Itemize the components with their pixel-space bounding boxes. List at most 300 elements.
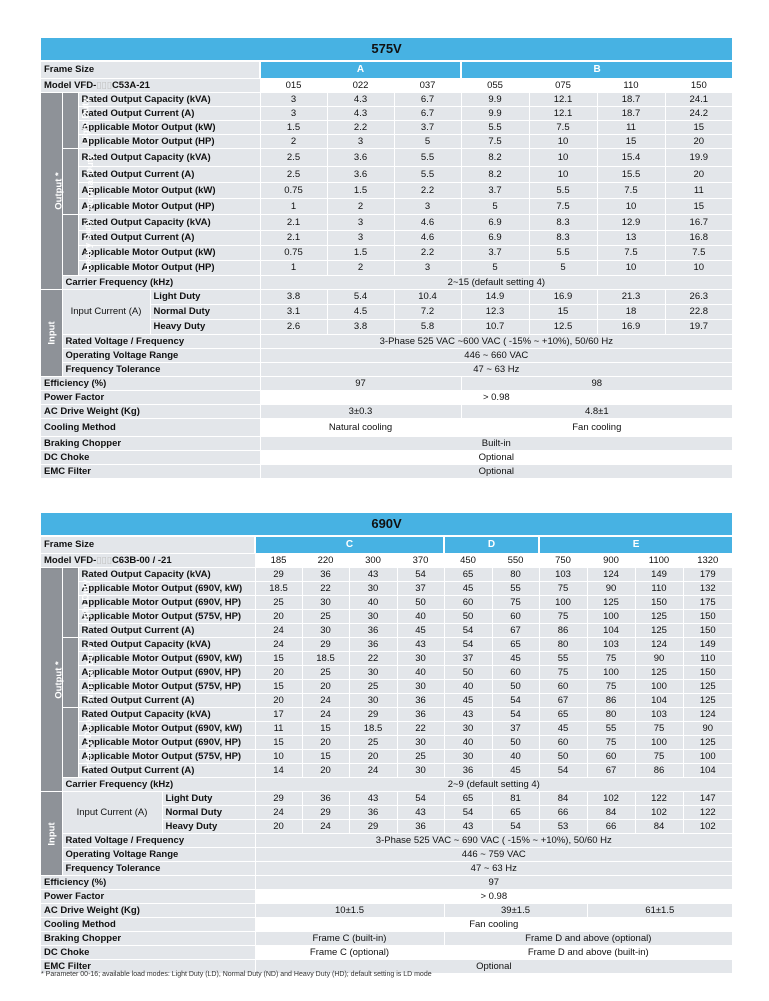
table-row bbox=[41, 848, 732, 862]
spec-value: 6.9 bbox=[461, 215, 529, 231]
spec-value: 3 bbox=[394, 261, 461, 276]
spec-value: 60 bbox=[492, 666, 539, 680]
spec-value: 125 bbox=[683, 680, 732, 694]
weight-label: AC Drive Weight (Kg) bbox=[41, 405, 260, 419]
frame-b: B bbox=[461, 61, 732, 79]
spec-value: 80 bbox=[492, 568, 539, 582]
input-current-value: 10.7 bbox=[461, 320, 529, 335]
spec-value: 18.7 bbox=[597, 107, 665, 121]
spec-value: 103 bbox=[587, 638, 635, 652]
spec-value: 75 bbox=[635, 750, 683, 764]
spec-value: 50 bbox=[444, 610, 492, 624]
spec-value: 40 bbox=[397, 610, 444, 624]
spec-value: 30 bbox=[349, 666, 397, 680]
spec-value: 3 bbox=[260, 107, 327, 121]
spec-value: 110 bbox=[683, 652, 732, 666]
spec-value: 1.5 bbox=[327, 246, 394, 261]
spec-value: 150 bbox=[683, 610, 732, 624]
spec-value: 24 bbox=[255, 624, 302, 638]
spec-value: 100 bbox=[683, 750, 732, 764]
input-current-value: 102 bbox=[683, 820, 732, 834]
table-row bbox=[41, 932, 732, 946]
table-row bbox=[41, 437, 732, 451]
spec-row-label: Applicable Motor Output (HP) bbox=[78, 261, 260, 276]
spec-row-label: Applicable Motor Output (kW) bbox=[78, 121, 260, 135]
input-current-value: 3.8 bbox=[327, 320, 394, 335]
model-number: 1100 bbox=[635, 554, 683, 568]
model-number: 150 bbox=[665, 79, 732, 93]
power-factor-label: Power Factor bbox=[41, 391, 260, 405]
spec-row-label: Applicable Motor Output (kW) bbox=[78, 246, 260, 261]
table-title: 690V bbox=[41, 513, 732, 536]
spec-value: 54 bbox=[492, 694, 539, 708]
output-group-label bbox=[41, 568, 65, 792]
feature-label: EMC Filter bbox=[41, 465, 260, 479]
dc-choke-label: DC Choke bbox=[41, 946, 255, 960]
spec-value: 75 bbox=[539, 666, 587, 680]
duty-group-label-text: Heavy Duty bbox=[82, 716, 94, 769]
model-placeholder-glyph: ▯▯▯ bbox=[96, 554, 112, 566]
spec-value: 20 bbox=[302, 680, 349, 694]
spec-value: 37 bbox=[397, 582, 444, 596]
spec-value: 75 bbox=[587, 652, 635, 666]
spec-value: 9.9 bbox=[461, 107, 529, 121]
spec-value: 12.1 bbox=[529, 107, 597, 121]
feature-value: Built-in bbox=[260, 437, 732, 451]
spec-value: 45 bbox=[492, 652, 539, 666]
table-row bbox=[41, 513, 732, 536]
spec-value: 4.6 bbox=[394, 215, 461, 231]
spec-value: 3.7 bbox=[394, 121, 461, 135]
feature-label: Braking Chopper bbox=[41, 437, 260, 451]
spec-value: 54 bbox=[444, 638, 492, 652]
spec-value: 75 bbox=[539, 610, 587, 624]
spec-value: 90 bbox=[635, 652, 683, 666]
spec-value: 36 bbox=[302, 568, 349, 582]
spec-value: 30 bbox=[397, 764, 444, 778]
spec-row-label: Applicable Motor Output (690V, HP) bbox=[78, 736, 255, 750]
spec-row-label: Rated Output Current (A) bbox=[78, 231, 260, 246]
model-number: 300 bbox=[349, 554, 397, 568]
spec-value: 14 bbox=[255, 764, 302, 778]
input-spec-label: Operating Voltage Range bbox=[62, 848, 255, 862]
spec-value: 150 bbox=[683, 666, 732, 680]
table-row bbox=[41, 419, 732, 437]
spec-value: 50 bbox=[539, 750, 587, 764]
table-row bbox=[41, 405, 732, 419]
spec-value: 1.5 bbox=[260, 121, 327, 135]
spec-value: 24 bbox=[302, 694, 349, 708]
spec-value: 60 bbox=[587, 750, 635, 764]
spec-value: 40 bbox=[444, 736, 492, 750]
spec-value: 22 bbox=[397, 722, 444, 736]
emc-filter-value: Optional bbox=[255, 960, 732, 974]
spec-value: 10 bbox=[529, 167, 597, 183]
input-current-value: 36 bbox=[349, 806, 397, 820]
spec-value: 16.7 bbox=[665, 215, 732, 231]
spec-value: 18.5 bbox=[349, 722, 397, 736]
spec-row-label: Applicable Motor Output (HP) bbox=[78, 135, 260, 149]
model-number: 750 bbox=[539, 554, 587, 568]
spec-value: 75 bbox=[539, 582, 587, 596]
spec-value: 8.3 bbox=[529, 231, 597, 246]
efficiency-a: 97 bbox=[260, 377, 461, 391]
input-current-value: 16.9 bbox=[529, 290, 597, 305]
model-suffix: C63B-00 / -21 bbox=[111, 554, 172, 566]
spec-value: 15 bbox=[255, 736, 302, 750]
cooling-label: Cooling Method bbox=[41, 419, 260, 437]
table-row bbox=[41, 750, 732, 764]
input-current-value: 20 bbox=[255, 820, 302, 834]
spec-value: 18.5 bbox=[255, 582, 302, 596]
frame-e: E bbox=[539, 536, 732, 554]
spec-value: 60 bbox=[539, 680, 587, 694]
spec-value: 30 bbox=[349, 694, 397, 708]
spec-value: 15 bbox=[255, 652, 302, 666]
table-row bbox=[41, 764, 732, 778]
table-row bbox=[41, 246, 732, 261]
spec-value: 103 bbox=[539, 568, 587, 582]
spec-value: 10 bbox=[665, 261, 732, 276]
table-row bbox=[41, 149, 732, 167]
input-spec-value: 3-Phase 525 VAC ~600 VAC ( -15% ~ +10%), 50/60 Hz bbox=[260, 335, 732, 349]
spec-value: 12.1 bbox=[529, 93, 597, 107]
spec-value: 15.5 bbox=[597, 167, 665, 183]
spec-value: 25 bbox=[397, 750, 444, 764]
spec-value: 8.3 bbox=[529, 215, 597, 231]
spec-value: 150 bbox=[635, 596, 683, 610]
input-spec-value: 47 ~ 63 Hz bbox=[260, 363, 732, 377]
spec-value: 10 bbox=[529, 135, 597, 149]
spec-value: 2.1 bbox=[260, 215, 327, 231]
power-factor-value: > 0.98 bbox=[255, 890, 732, 904]
spec-value: 86 bbox=[635, 764, 683, 778]
input-current-value: 21.3 bbox=[597, 290, 665, 305]
spec-row-label: Rated Output Capacity (kVA) bbox=[78, 638, 255, 652]
model-number: 450 bbox=[444, 554, 492, 568]
spec-row-label: Rated Output Current (A) bbox=[78, 764, 255, 778]
input-current-value: 66 bbox=[539, 806, 587, 820]
spec-value: 65 bbox=[539, 708, 587, 722]
table-row bbox=[41, 79, 732, 93]
spec-value: 20 bbox=[255, 610, 302, 624]
spec-value: 24.1 bbox=[665, 93, 732, 107]
input-spec-value: 3-Phase 525 VAC ~ 690 VAC ( -15% ~ +10%), 50/60 Hz bbox=[255, 834, 732, 848]
spec-value: 36 bbox=[397, 694, 444, 708]
output-group-label-text: Output * bbox=[53, 172, 65, 210]
feature-label: DC Choke bbox=[41, 451, 260, 465]
input-group-label-text: Input bbox=[46, 321, 58, 345]
table-row bbox=[41, 946, 732, 960]
spec-value: 4.6 bbox=[394, 231, 461, 246]
spec-value: 18.5 bbox=[302, 652, 349, 666]
input-current-value: 122 bbox=[635, 792, 683, 806]
spec-value: 40 bbox=[397, 666, 444, 680]
table-row bbox=[41, 121, 732, 135]
frame-size-label: Frame Size bbox=[41, 61, 260, 79]
emc-filter-label: EMC Filter bbox=[41, 960, 255, 974]
spec-value: 16.8 bbox=[665, 231, 732, 246]
spec-value: 175 bbox=[683, 596, 732, 610]
model-number: 370 bbox=[397, 554, 444, 568]
spec-value: 80 bbox=[587, 708, 635, 722]
table-row bbox=[41, 554, 732, 568]
spec-value: 149 bbox=[683, 638, 732, 652]
spec-row-label: Applicable Motor Output (HP) bbox=[78, 199, 260, 215]
spec-value: 54 bbox=[539, 764, 587, 778]
input-current-value: 43 bbox=[397, 806, 444, 820]
braking-de: Frame D and above (optional) bbox=[444, 932, 732, 946]
table-row bbox=[41, 694, 732, 708]
duty-group-label-text: Heavy Duty bbox=[82, 219, 94, 271]
spec-value: 50 bbox=[444, 666, 492, 680]
spec-value: 2.5 bbox=[260, 167, 327, 183]
table-row bbox=[41, 638, 732, 652]
table-row bbox=[41, 135, 732, 149]
frame-c: C bbox=[255, 536, 444, 554]
spec-value: 54 bbox=[492, 708, 539, 722]
model-number: 220 bbox=[302, 554, 349, 568]
spec-value: 30 bbox=[302, 624, 349, 638]
spec-value: 2.5 bbox=[260, 149, 327, 167]
spec-value: 20 bbox=[665, 135, 732, 149]
spec-value: 67 bbox=[539, 694, 587, 708]
input-duty-label: Light Duty bbox=[162, 792, 255, 806]
spec-value: 124 bbox=[683, 708, 732, 722]
spec-value: 6.9 bbox=[461, 231, 529, 246]
duty-group-label bbox=[62, 568, 91, 638]
table-row bbox=[41, 199, 732, 215]
duty-group-label-text: Light Duty bbox=[79, 579, 91, 626]
spec-value: 5.5 bbox=[394, 149, 461, 167]
input-current-value: 81 bbox=[492, 792, 539, 806]
dc-choke-de: Frame D and above (built-in) bbox=[444, 946, 732, 960]
spec-value: 60 bbox=[539, 736, 587, 750]
spec-value: 50 bbox=[492, 736, 539, 750]
spec-value: 43 bbox=[349, 568, 397, 582]
spec-value: 125 bbox=[635, 666, 683, 680]
input-current-value: 84 bbox=[587, 806, 635, 820]
spec-value: 10 bbox=[597, 261, 665, 276]
spec-value: 54 bbox=[444, 624, 492, 638]
input-current-value: 29 bbox=[255, 792, 302, 806]
input-group-label-text: Input bbox=[46, 821, 58, 846]
output-group-label bbox=[41, 93, 65, 290]
spec-value: 10 bbox=[597, 199, 665, 215]
input-current-value: 26.3 bbox=[665, 290, 732, 305]
spec-value: 36 bbox=[349, 624, 397, 638]
table-row bbox=[41, 876, 732, 890]
spec-value: 2.1 bbox=[260, 231, 327, 246]
table-row bbox=[41, 231, 732, 246]
input-spec-label: Rated Voltage / Frequency bbox=[62, 834, 255, 848]
spec-value: 20 bbox=[255, 694, 302, 708]
spec-value: 54 bbox=[397, 568, 444, 582]
spec-value: 11 bbox=[665, 183, 732, 199]
spec-value: 9.9 bbox=[461, 93, 529, 107]
spec-value: 55 bbox=[539, 652, 587, 666]
model-number: 022 bbox=[327, 79, 394, 93]
spec-value: 7.5 bbox=[665, 246, 732, 261]
model-number: 900 bbox=[587, 554, 635, 568]
spec-value: 3 bbox=[327, 135, 394, 149]
spec-row-label: Applicable Motor Output (575V, HP) bbox=[78, 610, 255, 624]
weight-a: 3±0.3 bbox=[260, 405, 461, 419]
table-row bbox=[41, 680, 732, 694]
carrier-frequency-label: Carrier Frequency (kHz) bbox=[62, 276, 260, 290]
input-spec-value: 446 ~ 660 VAC bbox=[260, 349, 732, 363]
spec-value: 2 bbox=[327, 261, 394, 276]
spec-value: 125 bbox=[683, 736, 732, 750]
spec-value: 125 bbox=[587, 596, 635, 610]
spec-value: 125 bbox=[635, 624, 683, 638]
spec-value: 124 bbox=[635, 638, 683, 652]
spec-value: 75 bbox=[635, 722, 683, 736]
spec-value: 3.7 bbox=[461, 246, 529, 261]
table-row bbox=[41, 792, 732, 806]
spec-value: 67 bbox=[587, 764, 635, 778]
spec-value: 5 bbox=[394, 135, 461, 149]
input-current-value: 54 bbox=[492, 820, 539, 834]
input-current-value: 65 bbox=[492, 806, 539, 820]
input-current-value: 122 bbox=[683, 806, 732, 820]
table-row bbox=[41, 624, 732, 638]
efficiency-value: 97 bbox=[255, 876, 732, 890]
spec-value: 90 bbox=[587, 582, 635, 596]
model-label bbox=[41, 79, 260, 93]
power-factor-value: > 0.98 bbox=[260, 391, 732, 405]
spec-value: 40 bbox=[444, 680, 492, 694]
table-row bbox=[41, 582, 732, 596]
input-current-value: 66 bbox=[587, 820, 635, 834]
table-row bbox=[41, 736, 732, 750]
spec-value: 60 bbox=[444, 596, 492, 610]
spec-value: 65 bbox=[492, 638, 539, 652]
spec-value: 25 bbox=[255, 596, 302, 610]
input-current-value: 7.2 bbox=[394, 305, 461, 320]
table-row bbox=[41, 290, 732, 305]
spec-value: 3 bbox=[260, 93, 327, 107]
table-row bbox=[41, 349, 732, 363]
spec-value: 75 bbox=[587, 736, 635, 750]
spec-value: 25 bbox=[349, 680, 397, 694]
spec-value: 5.5 bbox=[461, 121, 529, 135]
spec-value: 90 bbox=[683, 722, 732, 736]
spec-value: 30 bbox=[302, 596, 349, 610]
spec-value: 7.5 bbox=[529, 199, 597, 215]
spec-value: 0.75 bbox=[260, 246, 327, 261]
input-current-value: 43 bbox=[444, 820, 492, 834]
weight-label: AC Drive Weight (Kg) bbox=[41, 904, 255, 918]
table-row bbox=[41, 652, 732, 666]
frame-size-label: Frame Size bbox=[41, 536, 255, 554]
input-spec-label: Rated Voltage / Frequency bbox=[62, 335, 260, 349]
spec-value: 2.2 bbox=[394, 246, 461, 261]
input-current-value: 16.9 bbox=[597, 320, 665, 335]
table-row bbox=[41, 904, 732, 918]
duty-group-label bbox=[62, 93, 91, 149]
input-current-value: 29 bbox=[302, 806, 349, 820]
table-row bbox=[41, 215, 732, 231]
efficiency-b: 98 bbox=[461, 377, 732, 391]
input-current-value: 12.5 bbox=[529, 320, 597, 335]
spec-value: 20 bbox=[665, 167, 732, 183]
spec-value: 37 bbox=[492, 722, 539, 736]
input-current-value: 3.8 bbox=[260, 290, 327, 305]
model-number: 550 bbox=[492, 554, 539, 568]
spec-value: 2.2 bbox=[394, 183, 461, 199]
efficiency-label: Efficiency (%) bbox=[41, 876, 255, 890]
duty-group-label-text: Normal Duty bbox=[84, 153, 96, 210]
spec-value: 7.5 bbox=[461, 135, 529, 149]
spec-value: 3 bbox=[394, 199, 461, 215]
input-current-value: 18 bbox=[597, 305, 665, 320]
input-current-value: 22.8 bbox=[665, 305, 732, 320]
spec-row-label: Applicable Motor Output (kW) bbox=[78, 183, 260, 199]
carrier-frequency-label: Carrier Frequency (kHz) bbox=[62, 778, 255, 792]
spec-value: 2 bbox=[327, 199, 394, 215]
spec-value: 55 bbox=[492, 582, 539, 596]
spec-value: 45 bbox=[492, 764, 539, 778]
spec-value: 100 bbox=[635, 736, 683, 750]
table-row bbox=[41, 666, 732, 680]
spec-value: 36 bbox=[349, 638, 397, 652]
spec-value: 104 bbox=[683, 764, 732, 778]
input-duty-label: Light Duty bbox=[150, 290, 260, 305]
spec-value: 11 bbox=[255, 722, 302, 736]
spec-row-label: Rated Output Capacity (kVA) bbox=[78, 93, 260, 107]
spec-value: 5.5 bbox=[529, 183, 597, 199]
spec-value: 100 bbox=[539, 596, 587, 610]
input-current-value: 36 bbox=[302, 792, 349, 806]
spec-value: 2.2 bbox=[327, 121, 394, 135]
table-row bbox=[41, 377, 732, 391]
spec-value: 15 bbox=[665, 199, 732, 215]
spec-value: 4.3 bbox=[327, 93, 394, 107]
spec-value: 20 bbox=[255, 666, 302, 680]
spec-row-label: Rated Output Current (A) bbox=[78, 624, 255, 638]
spec-value: 43 bbox=[444, 708, 492, 722]
input-duty-label: Normal Duty bbox=[150, 305, 260, 320]
table-row bbox=[41, 778, 732, 792]
table-row bbox=[41, 93, 732, 107]
spec-value: 30 bbox=[397, 652, 444, 666]
model-number: 037 bbox=[394, 79, 461, 93]
model-number: 1320 bbox=[683, 554, 732, 568]
input-current-value: 147 bbox=[683, 792, 732, 806]
spec-value: 37 bbox=[444, 652, 492, 666]
spec-value: 60 bbox=[492, 610, 539, 624]
spec-value: 45 bbox=[539, 722, 587, 736]
spec-value: 5 bbox=[529, 261, 597, 276]
input-current-value: 15 bbox=[529, 305, 597, 320]
spec-value: 6.7 bbox=[394, 107, 461, 121]
spec-value: 104 bbox=[587, 624, 635, 638]
spec-value: 1.5 bbox=[327, 183, 394, 199]
spec-value: 36 bbox=[397, 708, 444, 722]
input-current-value: 84 bbox=[539, 792, 587, 806]
spec-value: 29 bbox=[302, 638, 349, 652]
model-number: 110 bbox=[597, 79, 665, 93]
input-current-value: 65 bbox=[444, 792, 492, 806]
spec-row-label: Applicable Motor Output (690V, kW) bbox=[78, 582, 255, 596]
input-group-label bbox=[41, 792, 62, 876]
spec-row-label: Applicable Motor Output (690V, HP) bbox=[78, 596, 255, 610]
spec-value: 8.2 bbox=[461, 167, 529, 183]
cooling-label: Cooling Method bbox=[41, 918, 255, 932]
input-current-value: 2.6 bbox=[260, 320, 327, 335]
spec-value: 30 bbox=[349, 610, 397, 624]
